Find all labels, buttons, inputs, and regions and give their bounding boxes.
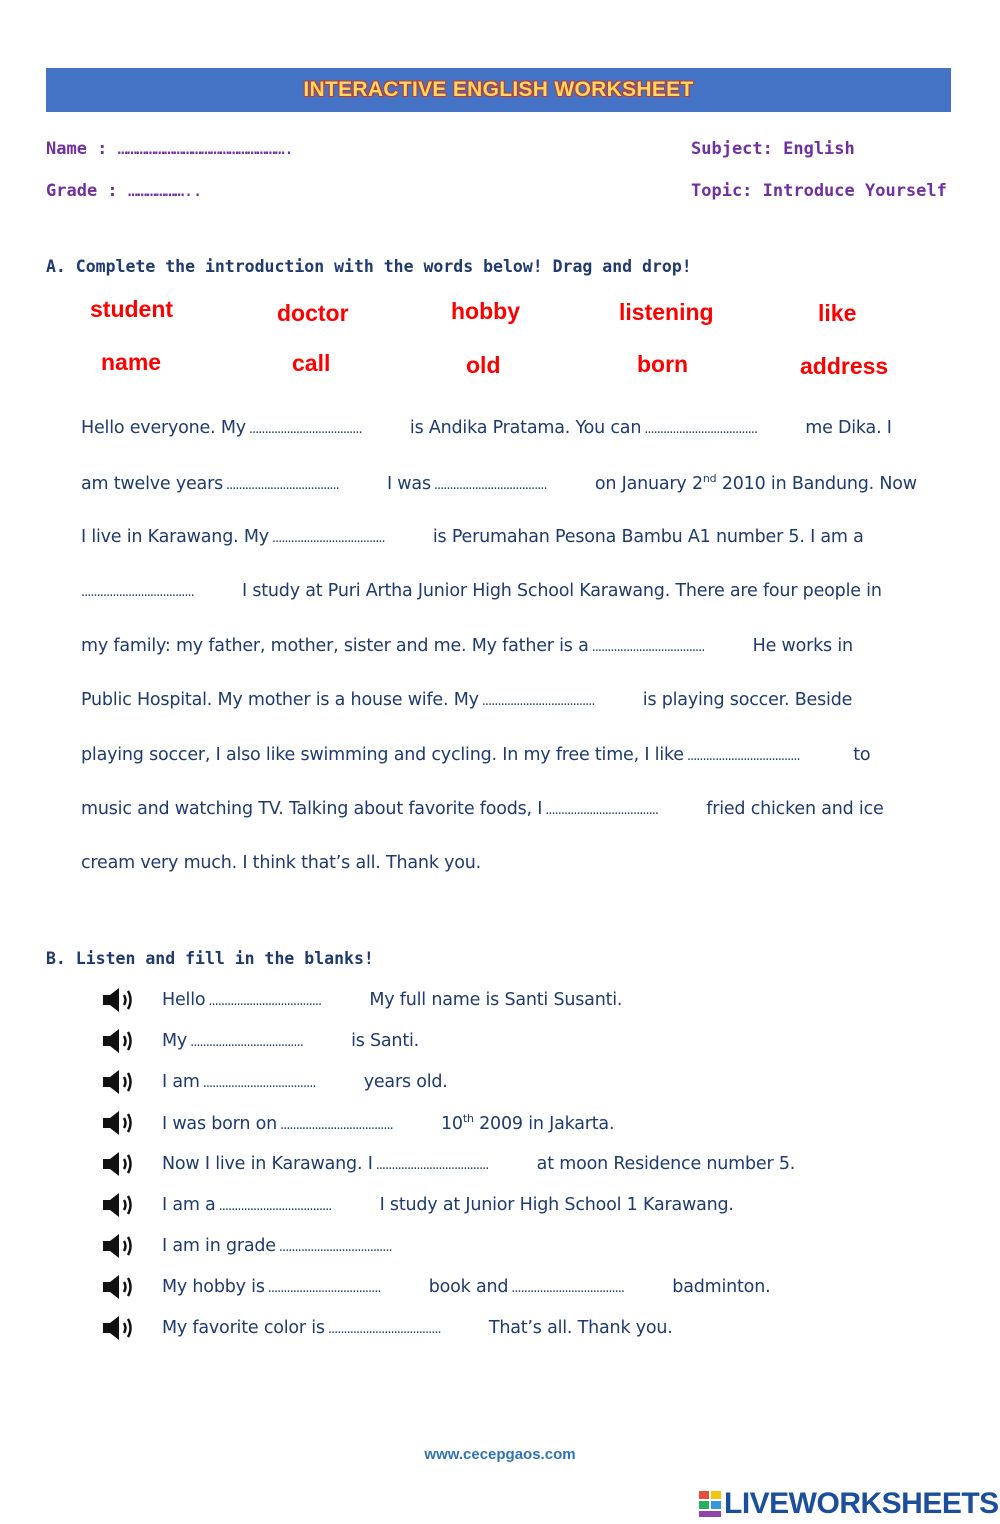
drag-word-hobby[interactable]: hobby [451,298,520,324]
drop-blank[interactable] [249,422,407,437]
drop-blank[interactable] [434,478,592,493]
drop-blank[interactable] [81,585,239,600]
speaker-icon[interactable] [100,1231,138,1261]
paragraph-line: .....I study at Puri Artha Junior High School Karawang. There are four people in [81,581,882,601]
drag-word-old[interactable]: old [466,352,501,378]
subject-label: Subject: English [691,139,855,159]
listen-blank[interactable] [268,1281,426,1296]
speaker-icon[interactable] [100,1313,138,1343]
brand-name: LIVEWORKSHEETS [724,1487,999,1520]
drop-blank[interactable] [644,422,802,437]
speaker-icon[interactable] [100,1108,138,1138]
listen-item: I am..... years old. [100,1065,448,1099]
name-field[interactable]: ………………………………………………. [117,139,294,159]
paragraph-line: am twelve years..... I was..... on January 2nd 2010 in Bandung. Now [81,472,917,494]
drag-word-doctor[interactable]: doctor [277,300,349,326]
drop-blank[interactable] [482,694,640,709]
name-label: Name : [46,139,108,159]
listen-blank[interactable] [279,1240,437,1255]
grade-row [46,181,202,201]
drag-word-student[interactable]: student [90,296,174,322]
drag-word-born[interactable]: born [637,351,689,377]
drop-blank[interactable] [592,640,750,655]
listen-item: My hobby is..... book and..... badminton. [100,1270,770,1304]
name-row [46,139,293,159]
listen-blank[interactable] [280,1118,438,1133]
paragraph-line: my family: my father, mother, sister and me. My father is a..... He works in [81,636,853,656]
speaker-icon[interactable] [100,1067,138,1097]
grade-field[interactable]: ……………….. [127,181,202,201]
listen-item: Hello..... My full name is Santi Susanti. [100,983,622,1017]
speaker-icon[interactable] [100,985,138,1015]
paragraph-line: playing soccer, I also like swimming and cycling. In my free time, I like..... to [81,745,870,765]
drop-blank[interactable] [226,478,384,493]
listen-item: My..... is Santi. [100,1024,419,1058]
drop-blank[interactable] [272,531,430,546]
drag-word-listening[interactable]: listening [619,299,714,325]
listen-blank[interactable] [328,1322,486,1337]
worksheet-banner [46,68,951,112]
section-b-title: B. Listen and fill in the blanks! [46,949,374,968]
paragraph-line: Public Hospital. My mother is a house wife. My..... is playing soccer. Beside [81,690,852,710]
drop-blank[interactable] [687,749,845,764]
section-a-title: A. Complete the introduction with the words below! Drag and drop! [46,257,692,276]
brand-footer[interactable] [698,1486,999,1522]
speaker-icon[interactable] [100,1026,138,1056]
drop-blank[interactable] [545,803,703,818]
footer-url[interactable]: www.cecepgaos.com [424,1446,576,1463]
listen-blank[interactable] [219,1199,377,1214]
speaker-icon[interactable] [100,1272,138,1302]
grade-label: Grade : [46,181,118,201]
drag-word-like[interactable]: like [818,300,857,326]
liveworksheets-logo-icon [698,1489,722,1519]
paragraph-line: Hello everyone. My..... is Andika Pratama. You can..... me Dika. I [81,418,892,438]
listen-blank[interactable] [376,1158,534,1173]
speaker-icon[interactable] [100,1149,138,1179]
listen-blank[interactable] [203,1076,361,1091]
drag-word-name[interactable]: name [101,349,162,375]
listen-blank[interactable] [511,1281,669,1296]
worksheet-title: INTERACTIVE ENGLISH WORKSHEET [303,78,694,101]
topic-label: Topic: Introduce Yourself [691,181,947,201]
drag-word-call[interactable]: call [292,350,331,376]
drag-word-address[interactable]: address [800,353,889,379]
speaker-icon[interactable] [100,1190,138,1220]
listen-item: I am a..... I study at Junior High School 1 Karawang. [100,1188,734,1222]
listen-item: Now I live in Karawang. I..... at moon Residence number 5. [100,1147,795,1181]
listen-item: My favorite color is..... That’s all. Thank you. [100,1311,673,1345]
paragraph-line: cream very much. I think that’s all. Thank you. [81,853,482,873]
paragraph-line: I live in Karawang. My..... is Perumahan Pesona Bambu A1 number 5. I am a [81,527,864,547]
listen-blank[interactable] [190,1035,348,1050]
listen-item: I am in grade..... [100,1229,440,1263]
paragraph-line: music and watching TV. Talking about favorite foods, I..... fried chicken and ice [81,799,884,819]
listen-item: I was born on..... 10th 2009 in Jakarta. [100,1106,614,1140]
listen-blank[interactable] [208,994,366,1009]
